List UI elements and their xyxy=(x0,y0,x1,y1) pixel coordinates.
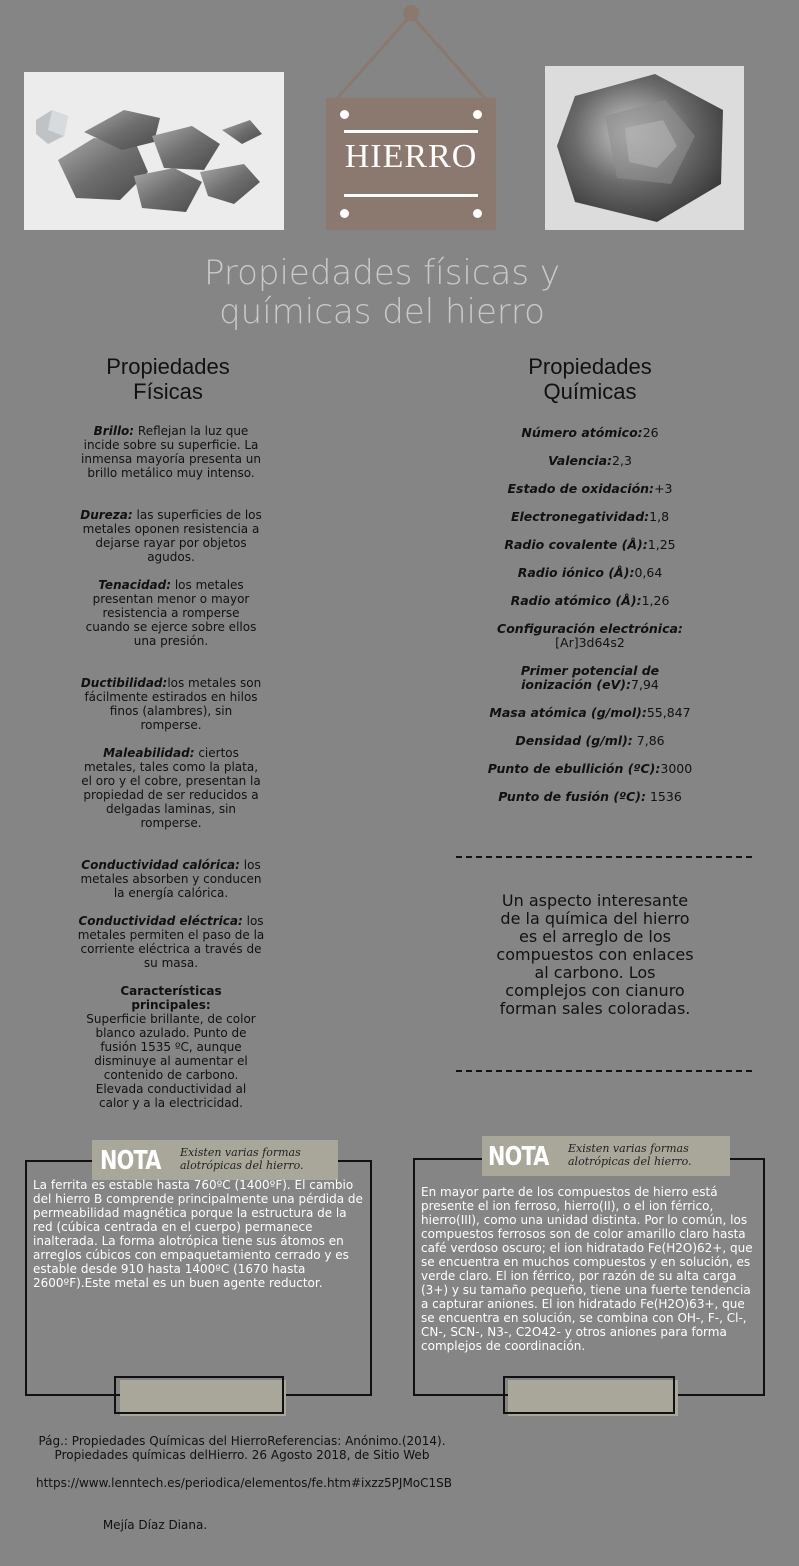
chem-item-electronegatividad: Electronegatividad:1,8 xyxy=(510,509,670,524)
iron-pieces-image xyxy=(24,72,284,230)
dureza-paragraph: Dureza: las superficies de los metales oponen resistencia a dejarse rayar por objetos agudos. xyxy=(80,508,262,564)
nota-left-word: NOTA xyxy=(100,1146,161,1176)
nota-left-text: La ferrita es estable hasta 760ºC (1400ºF). El cambio del hierro B comprende principalmente una pérdida de permeabilidad magnética porque la estructura de la red (cúbica centrada en el cuerpo) permanece inalterada. La forma alotrópica tiene sus átomos en arreglos cúbicos con empaquetamiento cerrado y es estable desde 910 hasta 1400ºC (1670 hasta 2600ºF).Este metal es un buen agente reductor. xyxy=(33,1178,363,1290)
chem-item-numero-atomico: Número atómico:26 xyxy=(521,425,659,440)
aspect-text: Un aspecto interesante de la química del hierro es el arreglo de los compuestos con enlaces al carbono. Los complejos con cianuro forman sales coloradas. xyxy=(496,891,694,1018)
main-title xyxy=(120,254,644,332)
chem-item-radio-ionico: Radio iónico (Å):0,64 xyxy=(517,565,663,580)
caracteristicas-paragraph: Características principales: Superficie brillante, de color blanco azulado. Punto de fusión 1535 ºC, aunque disminuye al aumentar el contenido de carbono. Elevada conductividad al calor y a la electricidad. xyxy=(86,984,256,1110)
nota-right-word: NOTA xyxy=(488,1142,549,1172)
conductividad-calorica-paragraph: Conductividad calórica: los metales absorben y conducen la energía calórica. xyxy=(80,858,262,900)
nota-right-script: Existen varias formas alotrópicas del hierro. xyxy=(568,1142,692,1168)
author: Mejía Díaz Diana. xyxy=(102,1518,208,1532)
chem-item-radio-atomico: Radio atómico (Å):1,26 xyxy=(510,593,670,608)
nota-right-tab xyxy=(503,1376,675,1414)
main-title-line2: químicas del hierro xyxy=(219,292,545,332)
nota-right-label xyxy=(482,1136,730,1176)
fisicas-heading: Propiedades Físicas xyxy=(106,354,230,404)
divider-top xyxy=(456,856,752,858)
chem-item-punto-fusion: Punto de fusión (ºC): 1536 xyxy=(498,789,682,804)
chem-item-densidad: Densidad (g/ml): 7,86 xyxy=(515,733,665,748)
iron-crystal-image xyxy=(545,66,744,230)
reference-line: Pág.: Propiedades Químicas del HierroReferencias: Anónimo.(2014). Propiedades químicas delHierro. 26 Agosto 2018, de Sitio Web xyxy=(38,1434,446,1462)
nota-left-label xyxy=(92,1140,338,1180)
chem-item-valencia: Valencia:2,3 xyxy=(548,453,632,468)
chem-item-configuracion: Configuración electrónica: [Ar]3d64s2 xyxy=(497,621,683,650)
nota-left-script: Existen varias formas alotrópicas del hierro. xyxy=(180,1146,304,1172)
chem-item-masa-atomica: Masa atómica (g/mol):55,847 xyxy=(489,705,691,720)
chem-item-radio-covalente: Radio covalente (Å):1,25 xyxy=(504,537,676,552)
sign-board xyxy=(326,98,496,230)
divider-bottom xyxy=(456,1070,752,1072)
quimicas-heading: Propiedades Químicas xyxy=(528,354,652,404)
chem-item-punto-ebullicion: Punto de ebullición (ºC):3000 xyxy=(487,761,693,776)
main-title-line1: Propiedades físicas y xyxy=(203,253,561,293)
tenacidad-paragraph: Tenacidad: los metales presentan menor o mayor resistencia a romperse cuando se ejerce sobre ellos una presión. xyxy=(85,578,257,648)
chem-item-potencial-ionizacion: Primer potencial de ionización (eV):7,94 xyxy=(520,663,660,692)
nota-left-tab xyxy=(114,1376,284,1414)
brillo-paragraph: Brillo: Reflejan la luz que incide sobre su superficie. La inmensa mayoría presenta un brillo metálico muy intenso. xyxy=(81,424,261,480)
chem-item-estado-oxidacion: Estado de oxidación:+3 xyxy=(507,481,673,496)
conductividad-electrica-paragraph: Conductividad eléctrica: los metales permiten el paso de la corriente eléctrica a través de su masa. xyxy=(77,914,265,970)
maleabilidad-paragraph: Maleabilidad: ciertos metales, tales como la plata, el oro y el cobre, presentan la propiedad de ser reducidos a delgadas laminas, sin romperse. xyxy=(81,746,261,830)
nota-right-text: En mayor parte de los compuestos de hierro está presente el ion ferroso, hierro(II), o el ion férrico, hierro(III), como una unidad distinta. Por lo común, los compuestos ferrosos son de color amarillo claro hasta café verdoso oscuro; el ion hidratado Fe(H2O)62+, que se encuentra en muchos compuestos y en solución, es verde claro. El ion férrico, por razón de su alta carga (3+) y su tamaño pequeño, tiene una fuerte tendencia a capturar aniones. El ion hidratado Fe(H2O)63+, que se encuentra en solución, se combina con OH-, F-, Cl-, CN-, SCN-, N3-, C2O42- y otros aniones para forma complejos de coordinación. xyxy=(421,1185,753,1353)
sign-title: HIERRO xyxy=(344,138,478,175)
hierro-sign xyxy=(318,0,504,234)
reference-url[interactable]: https://www.lenntech.es/periodica/elementos/fe.htm#ixzz5PJMoC1SB xyxy=(35,1476,453,1490)
ductibilidad-paragraph: Ductibilidad:los metales son fácilmente estirados en hilos finos (alambres), sin romperse. xyxy=(80,676,262,732)
